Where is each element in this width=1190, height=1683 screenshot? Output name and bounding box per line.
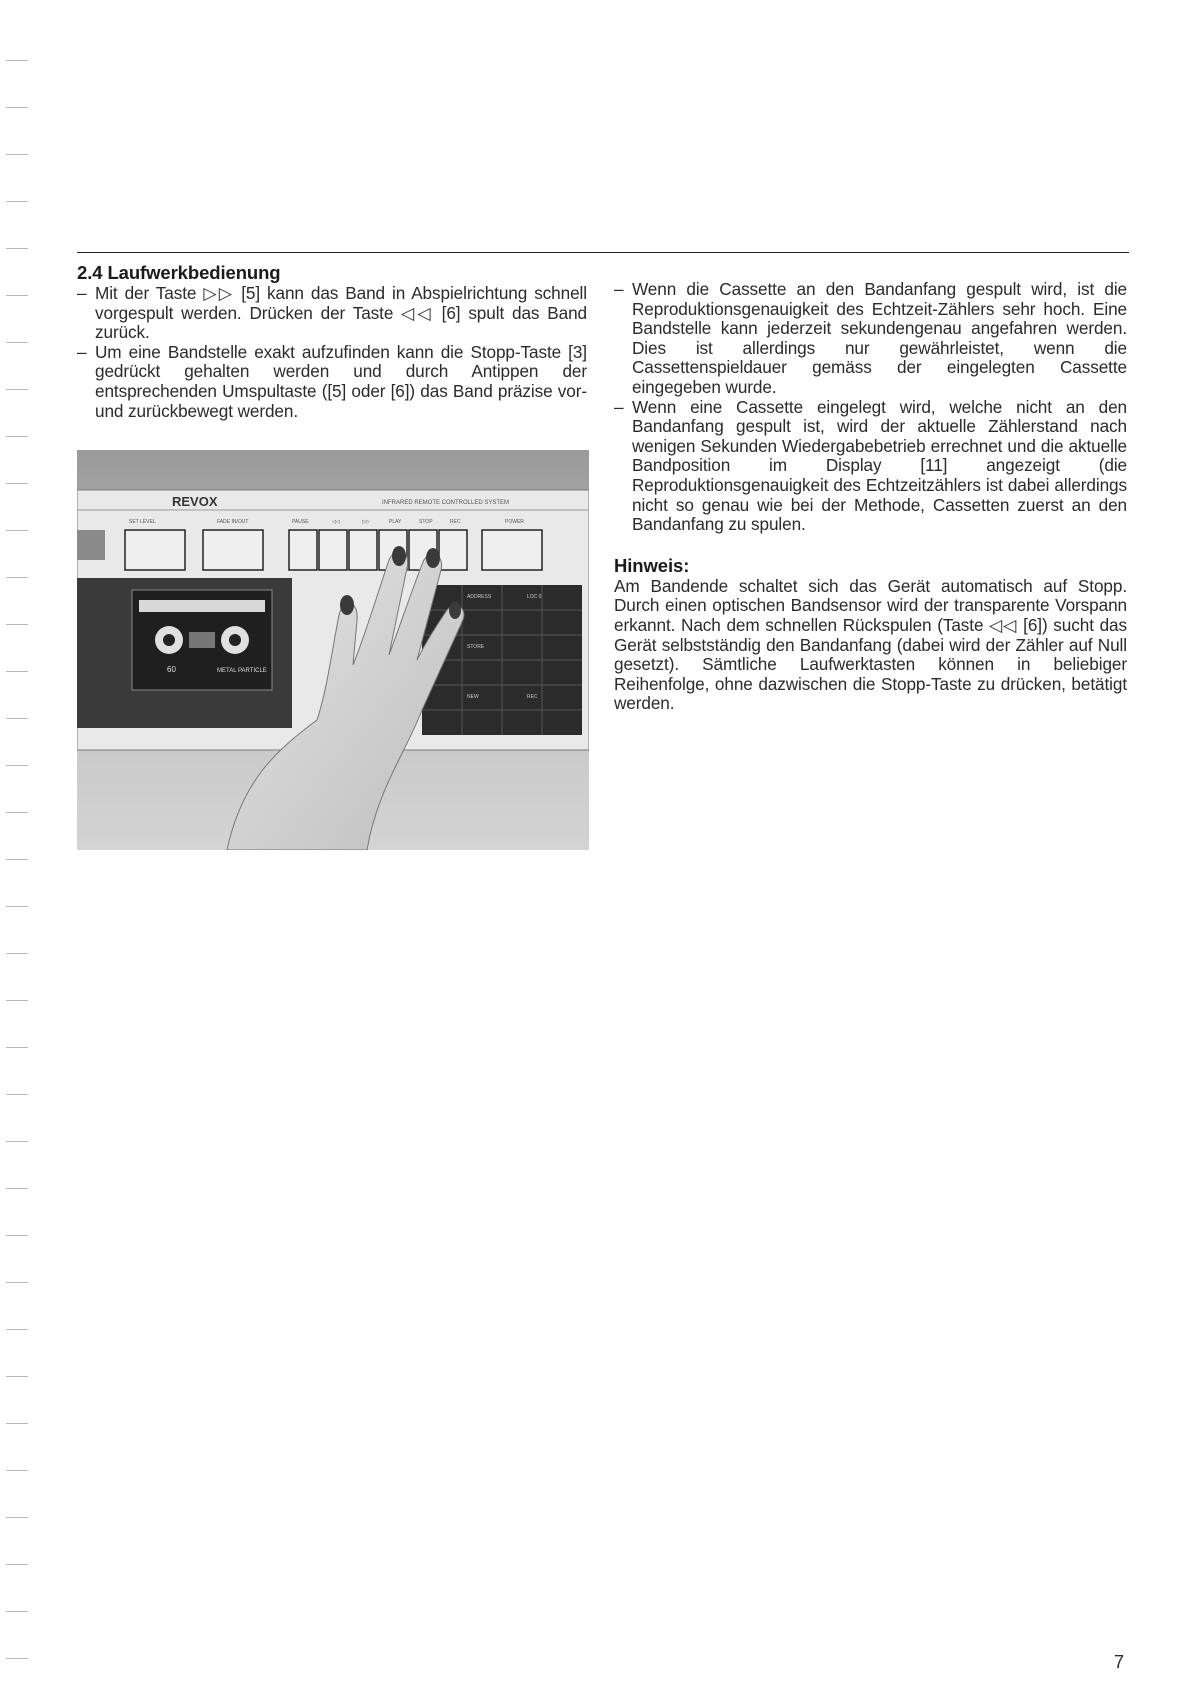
margin-tick xyxy=(6,436,28,437)
system-label: INFRARED REMOTE CONTROLLED SYSTEM xyxy=(382,500,510,506)
margin-tick xyxy=(6,295,28,296)
margin-tick xyxy=(6,1141,28,1142)
panel-label: LOC 0 xyxy=(527,594,542,600)
margin-tick xyxy=(6,906,28,907)
section-title: 2.4 Laufwerkbedienung xyxy=(77,262,281,283)
list-item: – Wenn die Cassette an den Bandanfang gespult wird, ist die Reproduktionsgenauigkeit des Echtzeit-Zählers sehr hoch. Eine Bandstelle kann jederzeit sekundengenau angefahren werden. Dies ist allerdings nur gewährleistet, wenn die Cassettenspieldauer gemäss der eingelegten Cassette eingegeben wurde. xyxy=(614,280,1127,398)
margin-tick xyxy=(6,342,28,343)
margin-tick xyxy=(6,1470,28,1471)
panel-label: ADDRESS xyxy=(467,594,492,600)
margin-tick xyxy=(6,953,28,954)
note-text: Am Bandende schaltet sich das Gerät automatisch auf Stopp. Durch einen optischen Bandsensor wird der transparente Vorspann erkannt. Nach dem schnellen Rückspulen (Taste ◁◁ [6]) sucht das Gerät selbstständig den Bandanfang (dabei wird der Zähler auf Null gesetzt). Sämtliche Laufwerktasten können in beliebiger Reihenfolge, ohne dazwischen die Stopp-Taste zu drücken, betätigt werden. xyxy=(614,575,1127,714)
margin-tick-marks xyxy=(0,0,40,1683)
pause-label: PAUSE xyxy=(292,519,309,525)
margin-tick xyxy=(6,1235,28,1236)
right-item-list xyxy=(614,280,1127,535)
margin-tick xyxy=(6,530,28,531)
margin-tick xyxy=(6,624,28,625)
right-column xyxy=(614,280,1127,714)
margin-tick xyxy=(6,1000,28,1001)
left-column xyxy=(77,262,587,421)
forward-label: ▷▷ xyxy=(362,519,370,525)
list-item: – Mit der Taste ▷▷ [5] kann das Band in Abspielrichtung schnell vorgespult werden. Drücken der Taste ◁◁ [6] spult das Band zurück. xyxy=(77,284,587,343)
rewind-label: ◁◁ xyxy=(332,519,340,525)
header-rule xyxy=(77,252,1129,253)
cassette-length-label: 60 xyxy=(167,665,176,674)
list-item: – Wenn eine Cassette eingelegt wird, welche nicht an den Bandanfang gespult ist, wird der aktuelle Zählerstand nach wenigen Sekunden Wiedergabebetrieb errechnet und die aktuelle Bandposition im Display [11] angezeigt (die Reproduktionsgenauigkeit des Echtzeitzählers ist dabei allerdings nicht so genau wie bei der Methode, Cassetten zuerst an den Bandanfang zu spulen. xyxy=(614,398,1127,535)
margin-tick xyxy=(6,1564,28,1565)
play-label: PLAY xyxy=(389,519,402,525)
margin-tick xyxy=(6,859,28,860)
margin-tick xyxy=(6,154,28,155)
cassette-type-label: METAL PARTICLE xyxy=(217,668,267,674)
left-item-list xyxy=(77,284,587,421)
margin-tick xyxy=(6,577,28,578)
margin-tick xyxy=(6,812,28,813)
margin-tick xyxy=(6,389,28,390)
fade-label: FADE IN/OUT xyxy=(217,519,249,525)
stop-label: STOP xyxy=(419,519,433,525)
margin-tick xyxy=(6,765,28,766)
margin-tick xyxy=(6,1094,28,1095)
margin-tick xyxy=(6,483,28,484)
margin-tick xyxy=(6,201,28,202)
panel-label: NEW xyxy=(467,694,479,700)
margin-tick xyxy=(6,1376,28,1377)
margin-tick xyxy=(6,1047,28,1048)
panel-label: STORE xyxy=(467,644,485,650)
tape-deck-illustration xyxy=(77,450,589,850)
power-label: POWER xyxy=(505,519,524,525)
margin-tick xyxy=(6,718,28,719)
margin-tick xyxy=(6,1517,28,1518)
set-level-label: SET LEVEL xyxy=(129,519,156,525)
margin-tick xyxy=(6,107,28,108)
panel-label: REC xyxy=(527,694,538,700)
brand-label: REVOX xyxy=(172,494,218,509)
list-item: – Um eine Bandstelle exakt aufzufinden kann die Stopp-Taste [3] gedrückt gehalten werden und durch Antippen der entsprechenden Umspultaste ([5] oder [6]) das Band präzise vor- und zurückbewegt werden. xyxy=(77,343,587,421)
note-title: Hinweis: xyxy=(614,554,690,576)
margin-tick xyxy=(6,1188,28,1189)
tape-deck-photo xyxy=(77,450,589,850)
margin-tick xyxy=(6,1329,28,1330)
margin-tick xyxy=(6,671,28,672)
margin-tick xyxy=(6,60,28,61)
rec-label: REC xyxy=(450,519,461,525)
margin-tick xyxy=(6,1282,28,1283)
margin-tick xyxy=(6,1423,28,1424)
margin-tick xyxy=(6,1658,28,1659)
margin-tick xyxy=(6,1611,28,1612)
margin-tick xyxy=(6,248,28,249)
page-number: 7 xyxy=(1114,1652,1125,1672)
